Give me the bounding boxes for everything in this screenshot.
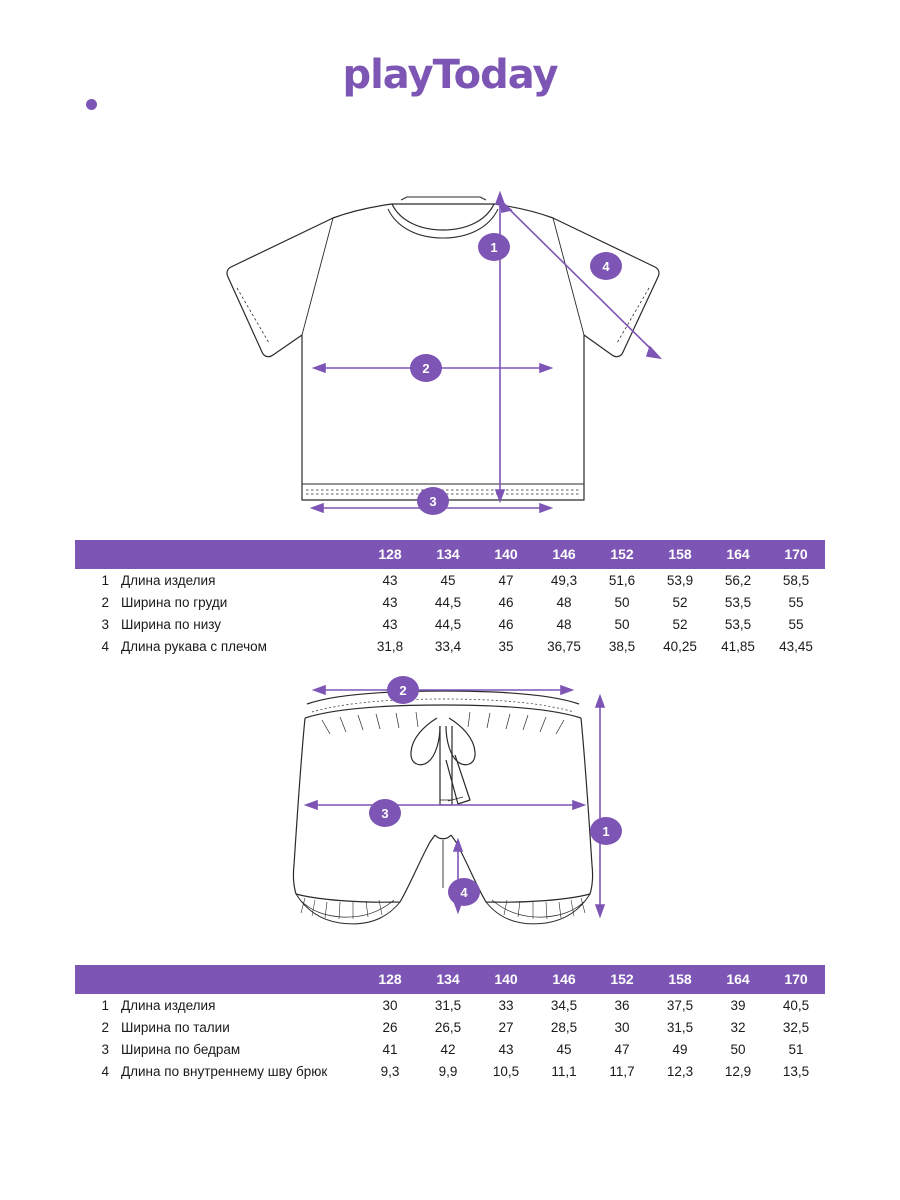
table-row bbox=[75, 994, 825, 1016]
cell-152: 38,5 bbox=[608, 638, 636, 654]
cell-170: 40,5 bbox=[782, 997, 810, 1013]
shorts-size-table bbox=[75, 965, 825, 1082]
cell-164: 56,2 bbox=[724, 572, 752, 588]
svg-text:4: 4 bbox=[602, 259, 610, 274]
table-row bbox=[75, 1038, 825, 1060]
header-measure-name bbox=[121, 965, 361, 994]
cell-140: 46 bbox=[498, 594, 514, 610]
svg-text:4: 4 bbox=[460, 885, 468, 900]
cell-140: 47 bbox=[498, 572, 514, 588]
header-size-164: 164 bbox=[709, 965, 767, 994]
row-label: Длина рукава с плечом bbox=[121, 638, 267, 654]
row-label: Ширина по бедрам bbox=[121, 1041, 241, 1057]
cell-128: 43 bbox=[382, 616, 398, 632]
cell-128: 9,3 bbox=[380, 1063, 400, 1079]
cell-170: 32,5 bbox=[782, 1019, 810, 1035]
cell-170: 55 bbox=[788, 594, 804, 610]
cell-164: 32 bbox=[730, 1019, 746, 1035]
table-row bbox=[75, 613, 825, 635]
cell-158: 52 bbox=[672, 616, 688, 632]
header-size-140: 140 bbox=[477, 965, 535, 994]
cell-146: 36,75 bbox=[547, 638, 581, 654]
cell-134: 33,4 bbox=[434, 638, 462, 654]
header-size-170: 170 bbox=[767, 965, 825, 994]
cell-158: 40,25 bbox=[663, 638, 697, 654]
row-label: Ширина по груди bbox=[121, 594, 228, 610]
cell-146: 34,5 bbox=[550, 997, 578, 1013]
cell-152: 51,6 bbox=[608, 572, 636, 588]
cell-152: 36 bbox=[614, 997, 630, 1013]
cell-164: 41,85 bbox=[721, 638, 755, 654]
cell-128: 26 bbox=[382, 1019, 398, 1035]
svg-text:2: 2 bbox=[399, 683, 407, 698]
shorts-technical-drawing bbox=[0, 660, 900, 950]
cell-170: 51 bbox=[788, 1041, 804, 1057]
tshirt-size-table bbox=[75, 540, 825, 657]
cell-146: 48 bbox=[556, 594, 572, 610]
cell-134: 31,5 bbox=[434, 997, 462, 1013]
svg-text:2: 2 bbox=[422, 361, 430, 376]
table-row bbox=[75, 1016, 825, 1038]
cell-152: 11,7 bbox=[609, 1063, 635, 1079]
cell-140: 10,5 bbox=[492, 1063, 520, 1079]
row-index: 1 bbox=[101, 997, 109, 1013]
header-size-140: 140 bbox=[477, 540, 535, 569]
header-size-134: 134 bbox=[419, 965, 477, 994]
cell-134: 44,5 bbox=[434, 616, 462, 632]
cell-158: 53,9 bbox=[666, 572, 694, 588]
header-size-152: 152 bbox=[593, 965, 651, 994]
cell-152: 30 bbox=[614, 1019, 630, 1035]
cell-140: 27 bbox=[498, 1019, 514, 1035]
cell-140: 35 bbox=[498, 638, 514, 654]
logo-dot bbox=[86, 99, 97, 110]
cell-134: 42 bbox=[440, 1041, 456, 1057]
header-size-158: 158 bbox=[651, 965, 709, 994]
header-size-152: 152 bbox=[593, 540, 651, 569]
cell-170: 13,5 bbox=[782, 1063, 810, 1079]
cell-128: 30 bbox=[382, 997, 398, 1013]
row-label: Длина изделия bbox=[121, 997, 216, 1013]
svg-text:1: 1 bbox=[490, 240, 498, 255]
header-index bbox=[75, 540, 121, 569]
cell-170: 58,5 bbox=[782, 572, 810, 588]
table-row bbox=[75, 1060, 825, 1082]
cell-158: 49 bbox=[672, 1041, 688, 1057]
cell-164: 50 bbox=[730, 1041, 746, 1057]
brand-logo-text: playToday bbox=[342, 52, 558, 98]
header-size-158: 158 bbox=[651, 540, 709, 569]
cell-164: 12,9 bbox=[724, 1063, 752, 1079]
cell-128: 41 bbox=[382, 1041, 398, 1057]
cell-152: 47 bbox=[614, 1041, 630, 1057]
row-index: 2 bbox=[101, 594, 109, 610]
cell-158: 37,5 bbox=[666, 997, 694, 1013]
cell-134: 44,5 bbox=[434, 594, 462, 610]
cell-164: 39 bbox=[730, 997, 746, 1013]
header-size-134: 134 bbox=[419, 540, 477, 569]
row-label: Длина по внутреннему шву брюк bbox=[121, 1063, 328, 1079]
cell-146: 49,3 bbox=[550, 572, 578, 588]
svg-text:3: 3 bbox=[429, 494, 437, 509]
cell-158: 31,5 bbox=[666, 1019, 694, 1035]
row-index: 2 bbox=[101, 1019, 109, 1035]
table-row bbox=[75, 591, 825, 613]
row-label: Ширина по талии bbox=[121, 1019, 230, 1035]
row-index: 4 bbox=[101, 638, 109, 654]
cell-134: 9,9 bbox=[438, 1063, 458, 1079]
cell-140: 46 bbox=[498, 616, 514, 632]
cell-164: 53,5 bbox=[724, 616, 752, 632]
cell-146: 45 bbox=[556, 1041, 572, 1057]
cell-146: 28,5 bbox=[550, 1019, 578, 1035]
cell-128: 43 bbox=[382, 594, 398, 610]
cell-134: 45 bbox=[440, 572, 456, 588]
cell-152: 50 bbox=[614, 594, 630, 610]
header-size-128: 128 bbox=[361, 965, 419, 994]
table-header-row bbox=[75, 965, 825, 994]
brand-logo bbox=[0, 52, 900, 98]
header-size-170: 170 bbox=[767, 540, 825, 569]
cell-146: 48 bbox=[556, 616, 572, 632]
cell-140: 33 bbox=[498, 997, 514, 1013]
cell-128: 43 bbox=[382, 572, 398, 588]
row-index: 3 bbox=[101, 616, 109, 632]
table-row bbox=[75, 635, 825, 657]
table-row bbox=[75, 569, 825, 591]
header-index bbox=[75, 965, 121, 994]
cell-134: 26,5 bbox=[434, 1019, 462, 1035]
header-size-146: 146 bbox=[535, 965, 593, 994]
cell-146: 11,1 bbox=[551, 1063, 577, 1079]
cell-170: 55 bbox=[788, 616, 804, 632]
header-size-164: 164 bbox=[709, 540, 767, 569]
cell-164: 53,5 bbox=[724, 594, 752, 610]
cell-152: 50 bbox=[614, 616, 630, 632]
cell-128: 31,8 bbox=[376, 638, 404, 654]
row-index: 1 bbox=[101, 572, 109, 588]
row-index: 4 bbox=[101, 1063, 109, 1079]
cell-158: 12,3 bbox=[666, 1063, 694, 1079]
tshirt-technical-drawing bbox=[0, 185, 900, 530]
header-measure-name bbox=[121, 540, 361, 569]
row-label: Длина изделия bbox=[121, 572, 216, 588]
svg-text:1: 1 bbox=[602, 824, 610, 839]
table-header-row bbox=[75, 540, 825, 569]
cell-158: 52 bbox=[672, 594, 688, 610]
header-size-146: 146 bbox=[535, 540, 593, 569]
cell-170: 43,45 bbox=[779, 638, 813, 654]
row-label: Ширина по низу bbox=[121, 616, 222, 632]
header-size-128: 128 bbox=[361, 540, 419, 569]
row-index: 3 bbox=[101, 1041, 109, 1057]
svg-text:3: 3 bbox=[381, 806, 389, 821]
cell-140: 43 bbox=[498, 1041, 514, 1057]
